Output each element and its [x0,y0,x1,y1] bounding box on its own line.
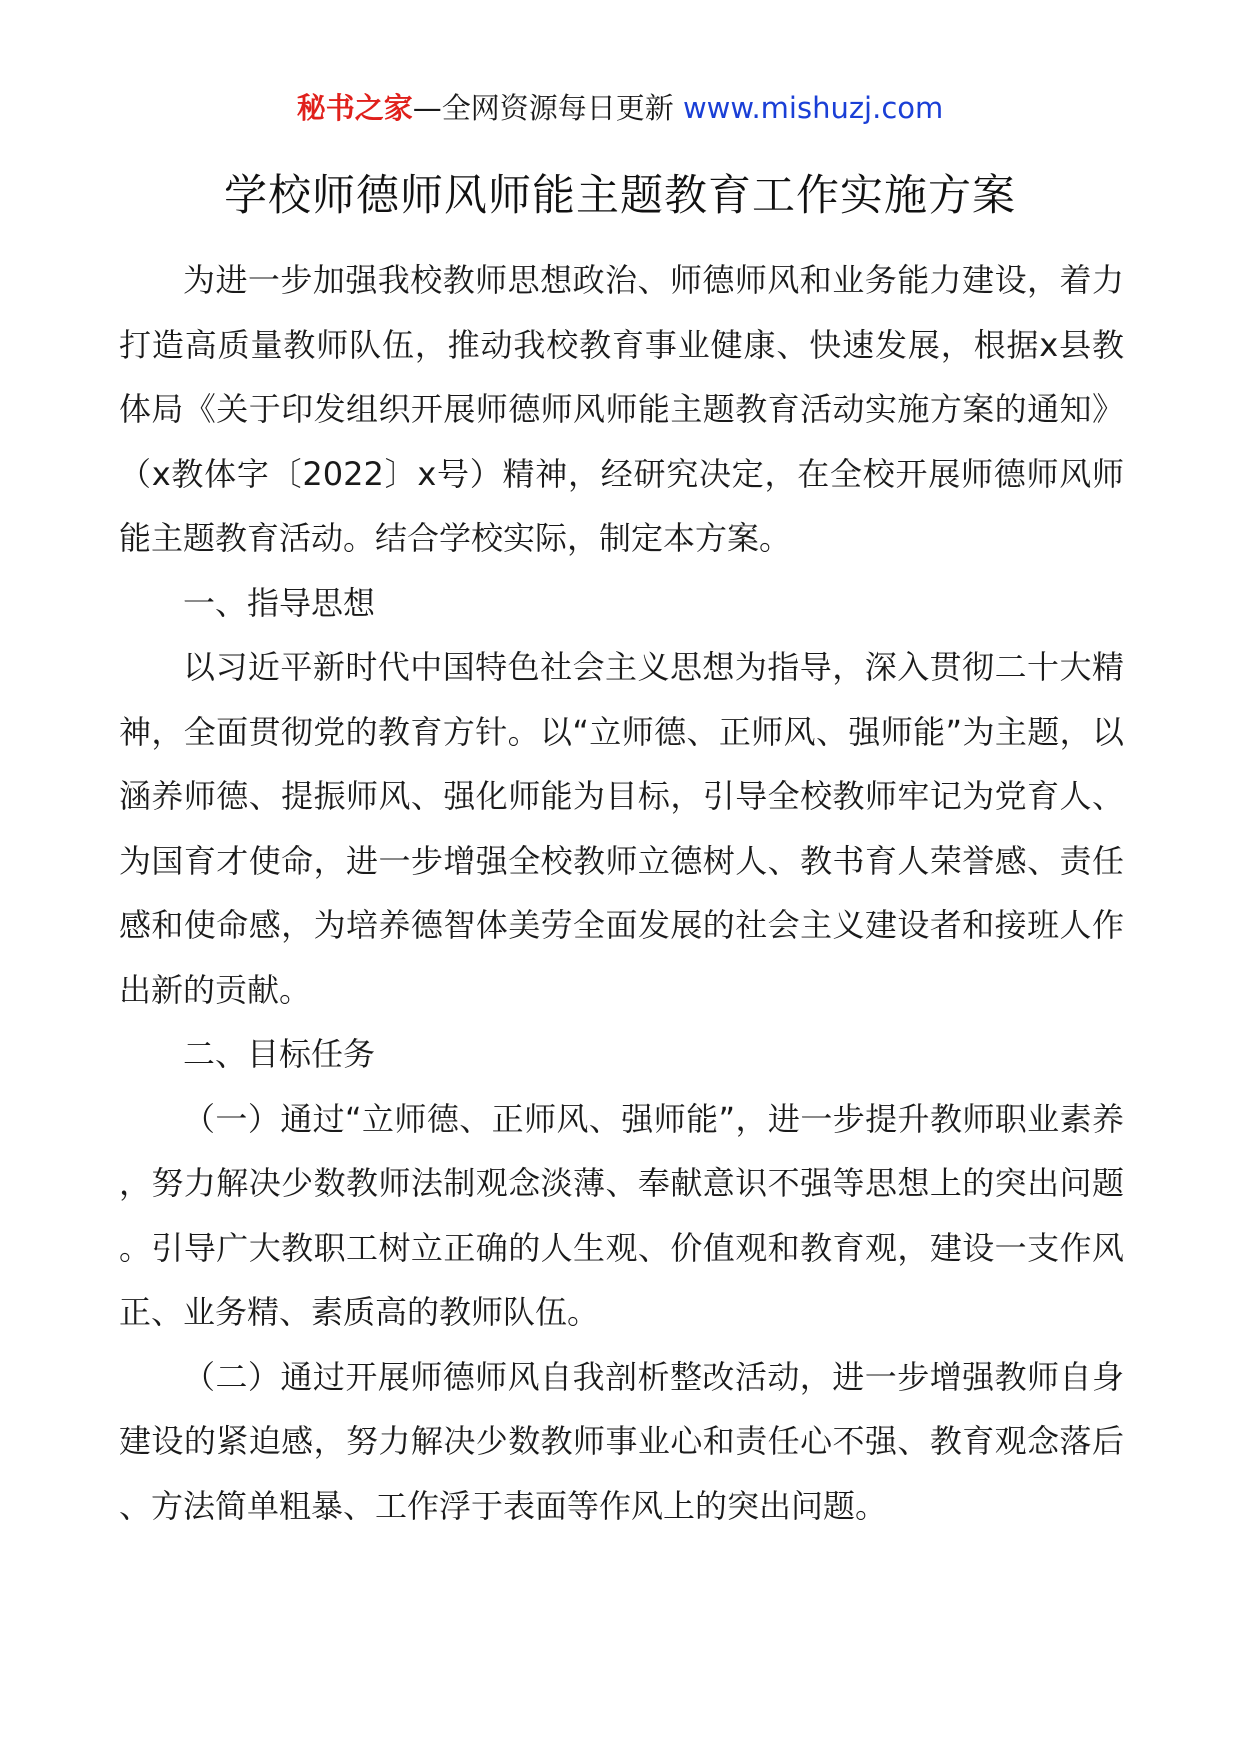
section-heading-guiding-ideology: 一、指导思想 [183,583,376,622]
goal-item-1-paragraph: （一）通过“立师德、正师风、强师能”，进一步提升教师职业素养，努力解决少数教师法制观念淡薄、奉献意识不强等思想上的突出问题。引导广大教职工树立正确的人生观、价值观和教育观，建设一支作风正、业务精、素质高的教师队伍。 [119,1099,1124,1331]
guiding-ideology-paragraph: 以习近平新时代中国特色社会主义思想为指导，深入贯彻二十大精神，全面贯彻党的教育方针。以“立师德、正师风、强师能”为主题，以涵养师德、提振师风、强化师能为目标，引导全校教师牢记为党育人、为国育才使命，进一步增强全校教师立德树人、教书育人荣誉感、责任感和使命感，为培养德智体美劳全面发展的社会主义建设者和接班人作出新的贡献。 [119,648,1124,1009]
site-tagline: —全网资源每日更新 [412,91,674,125]
section-heading-goals-tasks: 二、目标任务 [183,1035,376,1073]
site-brand: 秘书之家 [296,91,413,125]
document-body [119,248,1124,1538]
intro-paragraph: 为进一步加强我校教师思想政治、师德师风和业务能力建设，着力打造高质量教师队伍，推动我校教育事业健康、快速发展，根据x县教体局《关于印发组织开展师德师风师能主题教育活动实施方案的通知》（x教体字〔2022〕x号）精神，经研究决定，在全校开展师德师风师能主题教育活动。结合学校实际，制定本方案。 [119,261,1124,557]
document-title: 学校师德师风师能主题教育工作实施方案 [224,171,1016,221]
goal-item-2-paragraph: （二）通过开展师德师风自我剖析整改活动，进一步增强教师自身建设的紧迫感，努力解决少数教师事业心和责任心不强、教育观念落后、方法简单粗暴、工作浮于表面等作风上的突出问题。 [119,1357,1124,1525]
site-url-link[interactable]: www.mishuzj.com [682,91,944,125]
site-header [0,88,1240,128]
